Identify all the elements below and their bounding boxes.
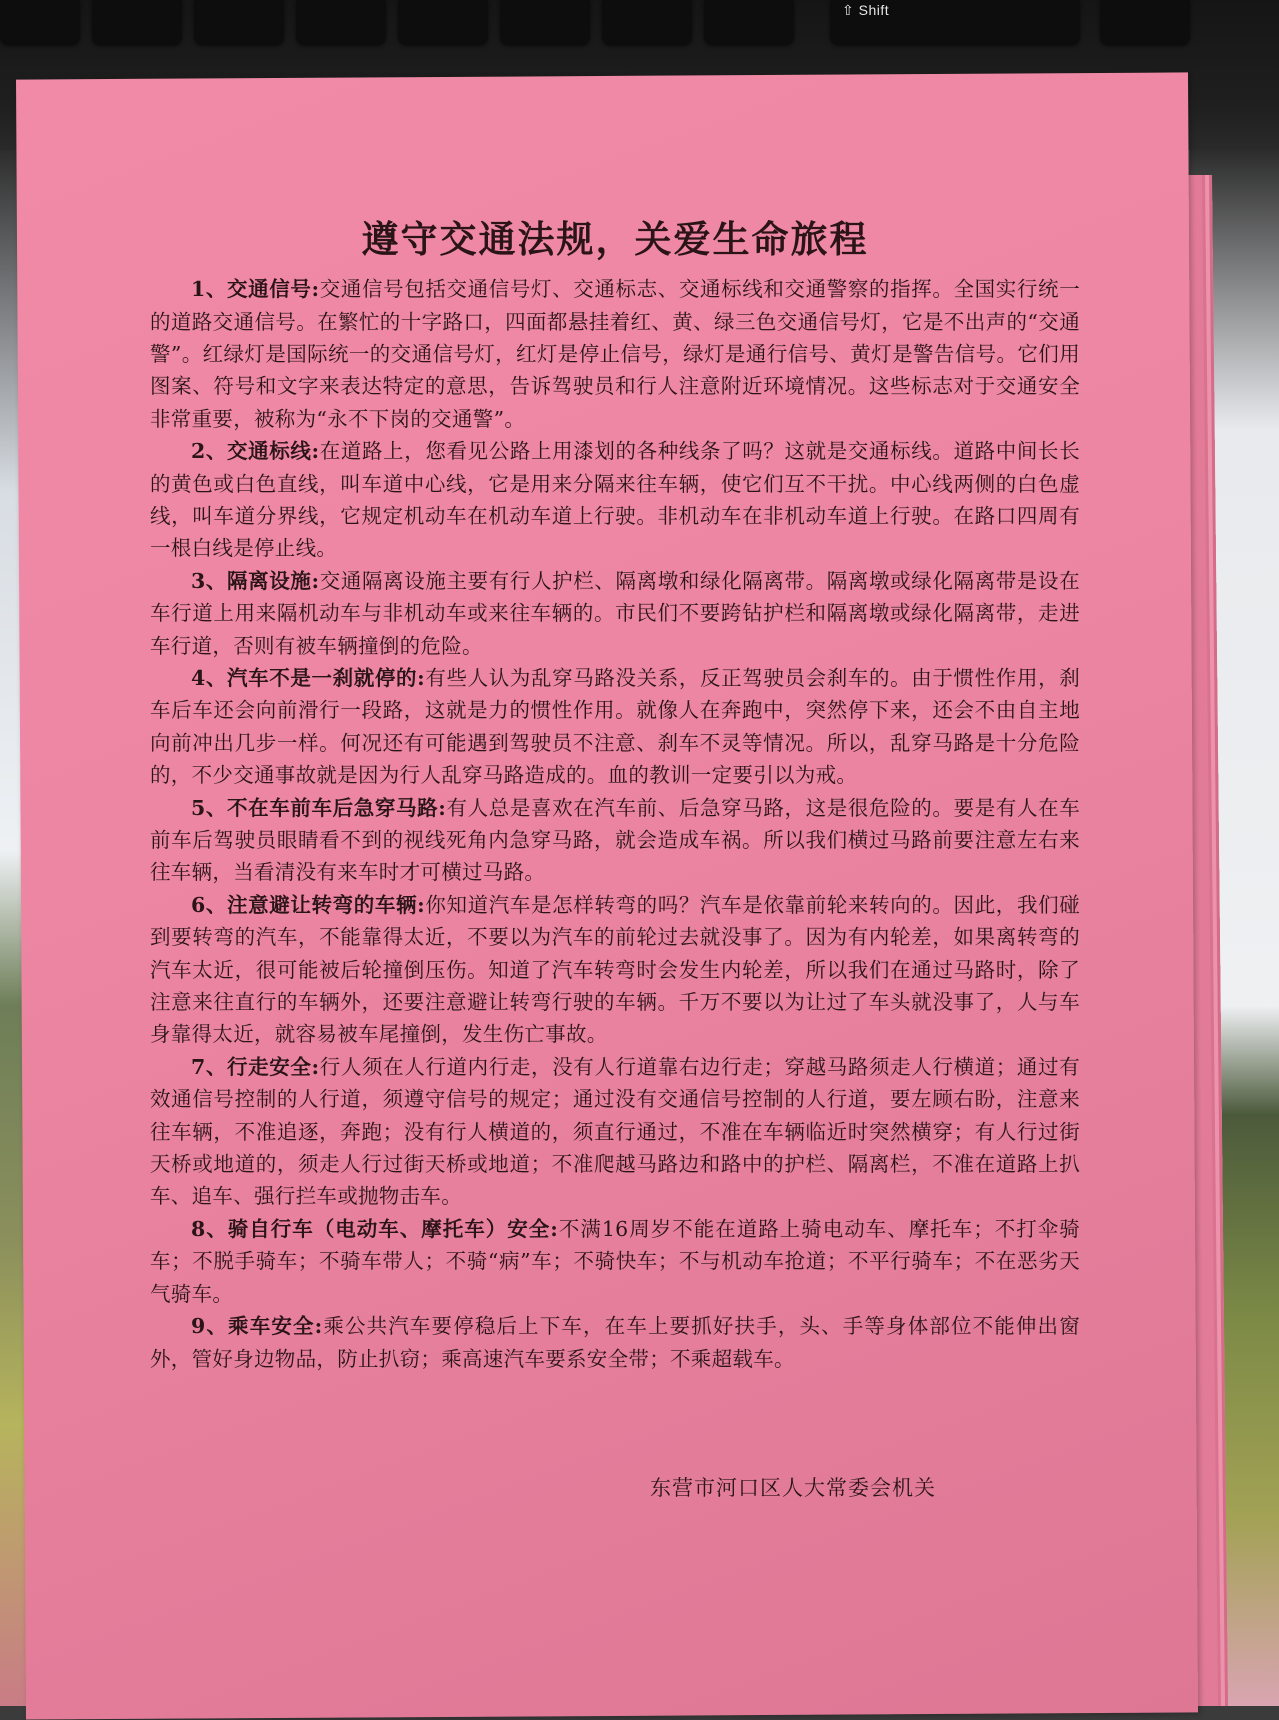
section-heading: 9、乘车安全:	[191, 1314, 323, 1339]
keyboard-key	[704, 0, 794, 44]
section-2	[150, 435, 1080, 565]
keyboard-key	[92, 0, 182, 44]
section-1	[150, 273, 1080, 435]
section-8	[150, 1213, 1080, 1310]
section-heading: 7、行走安全:	[191, 1054, 320, 1079]
keyboard-key	[500, 0, 590, 44]
section-text: 有些人认为乱穿马路没关系，反正驾驶员会刹车的。由于惯性作用，刹车后车还会向前滑行一段路，这就是力的惯性作用。就像人在奔跑中，突然停下来，还会不由自主地向前冲出几步一样。何况还有可能遇到驾驶员不注意、刹车不灵等情况。所以，乱穿马路是十分危险的，不少交通事故就是因为行人乱穿马路造成的。血的教训一定要引以为戒。	[150, 665, 1080, 788]
section-text: 在道路上，您看见公路上用漆划的各种线条了吗？这就是交通标线。道路中间长长的黄色或白色直线，叫车道中心线，它是用来分隔来往车辆，使它们互不干扰。中心线两侧的白色虚线，叫车道分界线，它规定机动车在机动车道上行驶。非机动车在非机动车道上行驶。在路口四周有一根白线是停止线。	[150, 439, 1080, 561]
keyboard-key	[296, 0, 386, 44]
section-4	[150, 662, 1080, 792]
section-text: 交通隔离设施主要有行人护栏、隔离墩和绿化隔离带。隔离墩或绿化隔离带是设在车行道上用来隔机动车与非机动车或来往车辆的。市民们不要跨钻护栏和隔离墩或绿化隔离带，走进车行道，否则有被车辆撞倒的危险。	[150, 568, 1080, 658]
section-7	[150, 1051, 1080, 1213]
section-heading: 4、汽车不是一刹就停的:	[191, 665, 426, 690]
section-9	[150, 1310, 1080, 1375]
keyboard-key	[1100, 0, 1190, 44]
section-text: 不满16周岁不能在道路上骑电动车、摩托车；不打伞骑车；不脱手骑车；不骑车带人；不骑“病”车；不骑快车；不与机动车抢道；不平行骑车；不在恶劣天气骑车。	[150, 1216, 1080, 1306]
section-heading: 8、骑自行车（电动车、摩托车）安全:	[191, 1216, 559, 1241]
section-heading: 3、隔离设施:	[191, 568, 320, 593]
section-heading: 1、交通信号:	[191, 277, 320, 302]
section-heading: 5、不在车前车后急穿马路:	[191, 795, 447, 820]
section-6	[150, 889, 1080, 1051]
keyboard-key	[194, 0, 284, 44]
section-text: 行人须在人行道内行走，没有人行道靠右边行走；穿越马路须走人行横道；通过有效通信号控制的人行道，须遵守信号的规定；通过没有交通信号控制的人行道，要左顾右盼，注意来往车辆，不准追逐，奔跑；没有行人横道的，须直行通过，不准在车辆临近时突然横穿；有人行过街天桥或地道的，须走人行过街天桥或地道；不准爬越马路边和路中的护栏、隔离栏，不准在道路上扒车、追车、强行拦车或抛物击车。	[150, 1054, 1080, 1209]
shift-key-label: ⇧ Shift	[842, 2, 890, 18]
section-text: 你知道汽车是怎样转弯的吗？汽车是依靠前轮来转向的。因此，我们碰到要转弯的汽车，不能靠得太近，不要以为汽车的前轮过去就没事了。因为有内轮差，如果离转弯的汽车太近，很可能被后轮撞倒压伤。知道了汽车转弯时会发生内轮差，所以我们在通过马路时，除了注意来往直行的车辆外，还要注意避让转弯行驶的车辆。千万不要以为让过了车头就没事了，人与车身靠得太近，就容易被车尾撞倒，发生伤亡事故。	[150, 892, 1080, 1047]
keyboard-key	[0, 0, 80, 44]
section-text: 乘公共汽车要停稳后上下车，在车上要抓好扶手，头、手等身体部位不能伸出窗外，管好身边物品，防止扒窃；乘高速汽车要系安全带；不乘超载车。	[150, 1314, 1081, 1371]
signature: 东营市河口区人大常委会机关	[650, 1476, 936, 1500]
section-text: 交通信号包括交通信号灯、交通标志、交通标线和交通警察的指挥。全国实行统一的道路交通信号。在繁忙的十字路口，四面都悬挂着红、黄、绿三色交通信号灯，它是不出声的“交通警”。红绿灯是国际统一的交通信号灯，红灯是停止信号，绿灯是通行信号、黄灯是警告信号。它们用图案、符号和文字来表达特定的意思，告诉驾驶员和行人注意附近环境情况。这些标志对于交通安全非常重要，被称为“永不下岗的交通警”。	[150, 277, 1080, 431]
section-heading: 6、注意避让转弯的车辆:	[191, 892, 426, 917]
section-text: 有人总是喜欢在汽车前、后急穿马路，这是很危险的。要是有人在车前车后驾驶员眼睛看不到的视线死角内急穿马路，就会造成车祸。所以我们横过马路前要注意左右来往车辆，当看清没有来车时才可横过马路。	[150, 795, 1081, 885]
keyboard-key	[398, 0, 488, 44]
document-title: 遵守交通法规，关爱生命旅程	[361, 217, 869, 261]
section-heading: 2、交通标线:	[191, 439, 320, 464]
keyboard-key	[602, 0, 692, 44]
section-3	[150, 565, 1080, 662]
section-5	[150, 792, 1080, 889]
document-body	[150, 215, 1080, 1375]
